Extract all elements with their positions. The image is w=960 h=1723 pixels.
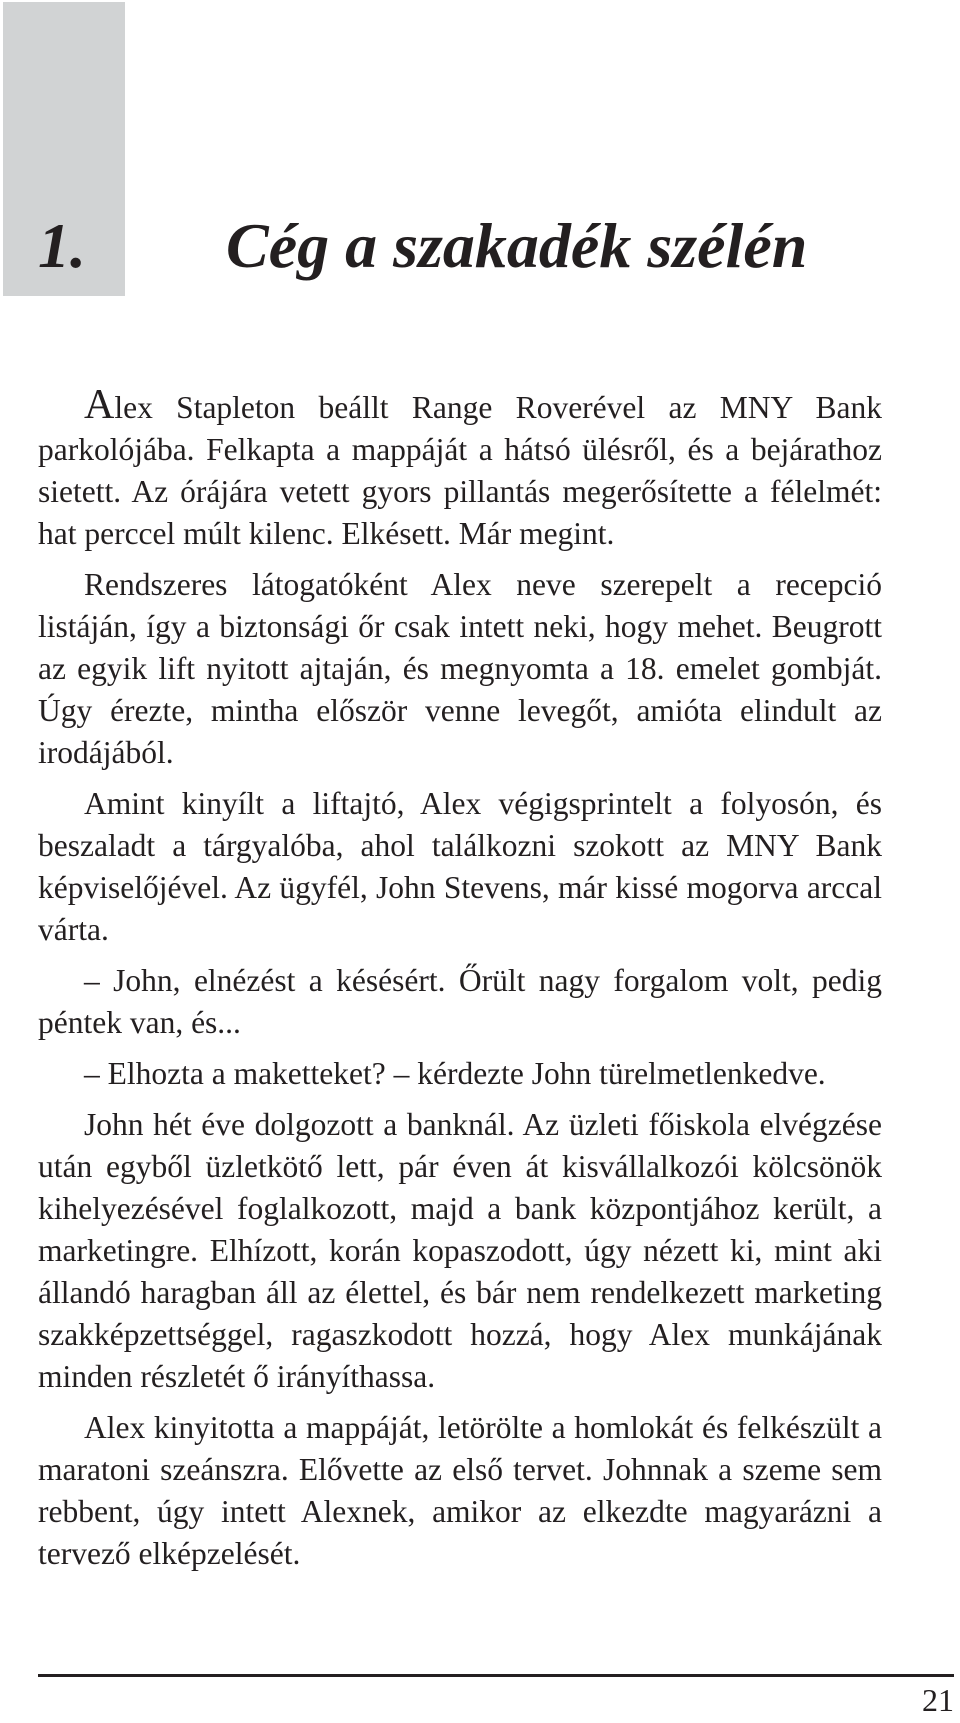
page-number: 21 — [922, 1682, 954, 1718]
paragraph-6: John hét éve dolgozott a banknál. Az üzleti főiskola elvégzése után egyből üzletkötő lett, pár éven át kisvállalkozói kölcsönök kihelyezésével foglalkozott, majd a bank központjához került, a marketingre. Elhízott, korán kopaszodott, úgy nézett ki, mint aki állandó haragban áll az élettel, és bár nem rendelkezett marketing szakképzettséggel, ragaszkodott hozzá, hogy Alex munkájának minden részletét ő irányíthassa. — [38, 1107, 882, 1394]
paragraph-5: – Elhozta a maketteket? – kérdezte John türelmetlenkedve. — [84, 1056, 826, 1091]
chapter-body — [38, 384, 882, 1584]
paragraph-3: Amint kinyílt a liftajtó, Alex végigsprintelt a folyosón, és beszaladt a tárgyalóba, ahol találkozni szokott az MNY Bank képviselőjével. Az ügyfél, John Stevens, már kissé mogorva arccal várta. — [38, 786, 882, 947]
chapter-number: 1. — [38, 210, 86, 281]
paragraph-1: Alex Stapleton beállt Range Roverével az MNY Bank parkolójába. Felkapta a mappáját a hátsó ülésről, és a bejárathoz sietett. Az órájára vetett gyors pillantás megerősítette a félelmét: hat perccel múlt kilenc. Elkésett. Már megint. — [38, 382, 882, 551]
paragraph-4: – John, elnézést a késésért. Őrült nagy forgalom volt, pedig péntek van, és... — [38, 963, 882, 1040]
footer-rule — [38, 1674, 954, 1677]
paragraph-7: Alex kinyitotta a mappáját, letörölte a homlokát és felkészült a maratoni szeánszra. Elővette az első tervet. Johnnak a szeme sem rebbent, úgy intett Alexnek, amikor az elkezdte magyarázni a tervező elképzelését. — [38, 1410, 882, 1571]
paragraph-2: Rendszeres látogatóként Alex neve szerepelt a recepció listáján, így a biztonsági őr csak intett neki, hogy mehet. Beugrott az egyik lift nyitott ajtaján, és megnyomta a 18. emelet gombját. Úgy érezte, mintha először venne levegőt, amióta elindult az irodájából. — [38, 567, 882, 770]
chapter-title: Cég a szakadék szélén — [226, 210, 808, 281]
